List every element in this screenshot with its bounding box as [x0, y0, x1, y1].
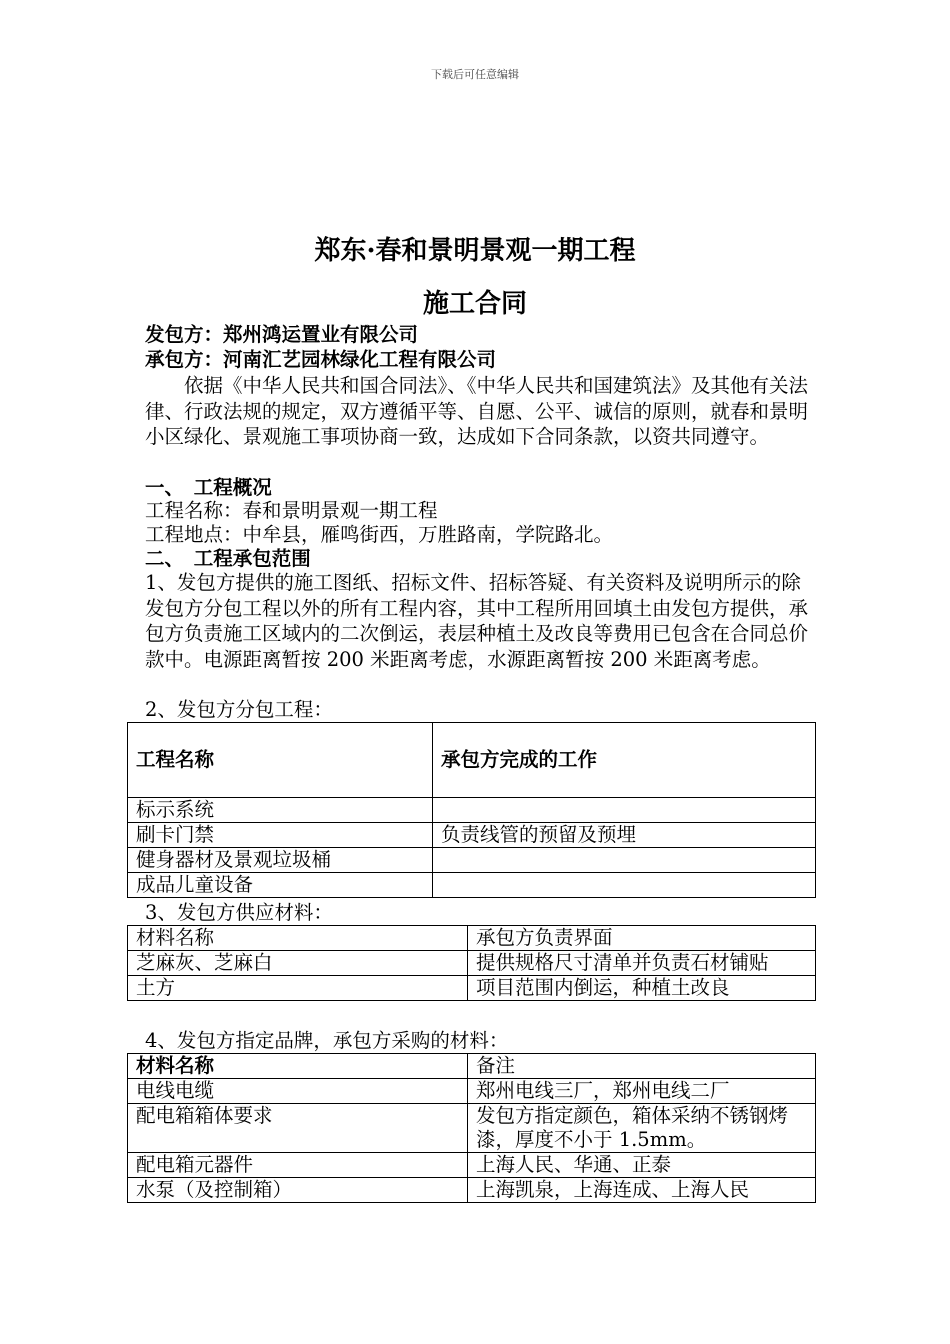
project-name-line: 工程名称：春和景明景观一期工程: [145, 499, 438, 522]
table-cell: 电线电缆: [128, 1079, 468, 1104]
table-row: [128, 1104, 816, 1153]
table-cell: 配电箱元器件: [128, 1153, 468, 1178]
employer-line: 发包方：郑州鸿运置业有限公司: [145, 323, 419, 346]
table-row: [128, 798, 816, 823]
table-header-row: [128, 723, 816, 798]
table-row: [128, 1153, 816, 1178]
table-cell: [433, 848, 816, 873]
table-cell: 刷卡门禁: [128, 823, 433, 848]
table-row: [128, 1079, 816, 1104]
table-row: [128, 873, 816, 898]
supplied-materials-table: [127, 925, 816, 1001]
scope-item-4: 4、发包方指定品牌，承包方采购的材料：: [145, 1029, 509, 1052]
table-header-row: [128, 1054, 816, 1079]
table-cell: [433, 873, 816, 898]
table-cell: 标示系统: [128, 798, 433, 823]
table-cell: 负责线管的预留及预埋: [433, 823, 816, 848]
table-cell: 发包方指定颜色，箱体采纳不锈钢烤漆，厚度不小于 1.5mm。: [468, 1104, 816, 1153]
contractor-line: 承包方：河南汇艺园林绿化工程有限公司: [145, 348, 497, 371]
table-cell: 健身器材及景观垃圾桶: [128, 848, 433, 873]
table-cell: [433, 798, 816, 823]
document-subtitle: 施工合同: [422, 289, 527, 319]
table-cell: 上海凯泉，上海连成、上海人民: [468, 1178, 816, 1203]
table-cell: 芝麻灰、芝麻白: [128, 951, 468, 976]
subcontract-table: [127, 722, 816, 898]
table-cell: 土方: [128, 976, 468, 1001]
table-row: [128, 976, 816, 1001]
table-header-cell: 备注: [468, 1054, 816, 1079]
table-header-cell: 材料名称: [128, 926, 468, 951]
table-cell: 提供规格尺寸清单并负责石材铺贴: [468, 951, 816, 976]
table-header-row: [128, 926, 816, 951]
table-cell: 项目范围内倒运，种植土改良: [468, 976, 816, 1001]
section1-heading: 一、 工程概况: [145, 476, 272, 499]
header-note: 下载后可任意编辑: [431, 68, 519, 81]
table-cell: 成品儿童设备: [128, 873, 433, 898]
table-cell: 上海人民、华通、正泰: [468, 1153, 816, 1178]
table-row: [128, 823, 816, 848]
project-location-line: 工程地点：中牟县，雁鸣街西，万胜路南，学院路北。: [145, 523, 614, 546]
table-header-cell: 承包方负责界面: [468, 926, 816, 951]
table-row: [128, 951, 816, 976]
table-header-cell: 承包方完成的工作: [433, 723, 816, 798]
table-cell: 郑州电线三厂，郑州电线二厂: [468, 1079, 816, 1104]
table-header-cell: 材料名称: [128, 1054, 468, 1079]
scope-item-3: 3、发包方供应材料：: [145, 901, 333, 924]
table-cell: 配电箱箱体要求: [128, 1104, 468, 1153]
table-row: [128, 1178, 816, 1203]
brand-materials-table: [127, 1053, 816, 1203]
table-row: [128, 848, 816, 873]
scope-item-1: 1、发包方提供的施工图纸、招标文件、招标答疑、有关资料及说明所示的除发包方分包工程以外的所有工程内容，其中工程所用回填土由发包方提供，承包方负责施工区域内的二次倒运，表层种植土及改良等费用已包含在合同总价款中。电源距离暂按 200 米距离考虑，水源距离暂按 200 米距离考虑。: [145, 571, 809, 671]
scope-item-2: 2、发包方分包工程：: [145, 698, 333, 721]
table-cell: 水泵（及控制箱）: [128, 1178, 468, 1203]
section2-heading: 二、 工程承包范围: [145, 547, 311, 570]
intro-paragraph: 依据《中华人民共和国合同法》、《中华人民共和国建筑法》及其他有关法律、行政法规的规定，双方遵循平等、自愿、公平、诚信的原则，就春和景明小区绿化、景观施工事项协商一致，达成如下合同条款，以资共同遵守。: [145, 374, 809, 448]
table-header-cell: 工程名称: [128, 723, 433, 798]
document-title: 郑东·春和景明景观一期工程: [314, 236, 636, 266]
